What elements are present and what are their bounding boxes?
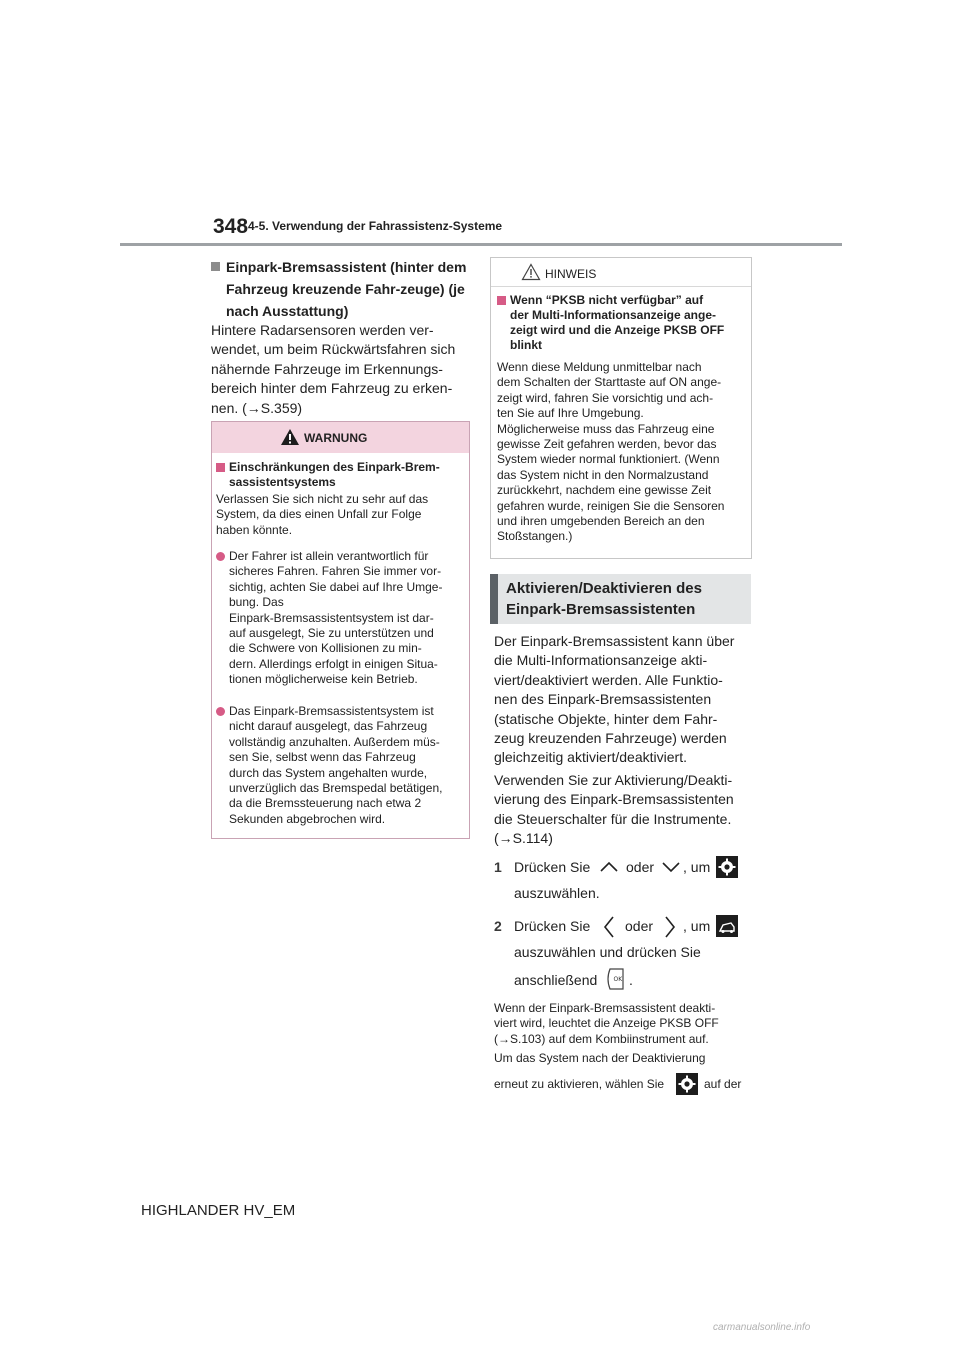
text-line: Stoßstangen.) <box>497 529 573 544</box>
text-line: haben könnte. <box>216 522 293 537</box>
notice-label: HINWEIS <box>545 267 597 281</box>
text-line: Wenn “PKSB nicht verfügbar” auf <box>510 293 704 307</box>
notice-heading <box>497 293 747 353</box>
warning-bullet-1 <box>216 549 466 688</box>
text-line: auf ausgelegt, Sie zu unterstützen und <box>229 626 434 641</box>
text-line: (→S.114) <box>494 830 553 847</box>
step-text: anschließend <box>514 972 598 988</box>
warning-header <box>212 422 469 453</box>
settings-gear-icon <box>716 856 738 878</box>
text-line: die Steuerschalter für die Instrumente. <box>494 810 732 827</box>
text-line: Der Fahrer ist allein verantwortlich für <box>229 549 429 563</box>
warning-bullet-2 <box>216 704 466 827</box>
reactivation-note-line-2 <box>494 1075 752 1101</box>
header-divider <box>120 243 842 246</box>
text-line: viert/deaktiviert werden. Alle Funktio- <box>494 671 723 688</box>
text-line: System, da dies einen Unfall zur Folge <box>216 507 422 522</box>
text-line: Das Einpark-Bremsassistentsystem ist <box>229 704 434 718</box>
notice-box <box>490 257 752 559</box>
step-number: 2 <box>494 918 502 934</box>
warning-triangle-icon <box>280 428 300 446</box>
step-2 <box>494 917 754 991</box>
text-line: Sekunden abgebrochen wird. <box>229 811 386 826</box>
square-bullet-icon <box>211 262 220 271</box>
reactivation-note <box>494 1051 752 1066</box>
step-text: auszuwählen und drücken Sie <box>514 944 701 960</box>
svg-text:OK: OK <box>613 976 623 983</box>
deactivation-note <box>494 1001 752 1047</box>
text-line: Einschränkungen des Einpark-Brem- <box>229 460 440 474</box>
text-line: sen Sie, selbst wenn das Fahrzeug <box>229 750 416 765</box>
text-line: sichtig, achten Sie dabei auf Ihre Umge- <box>229 579 443 594</box>
text-line: (statische Objekte, hinter dem Fahr- <box>494 710 718 727</box>
text-line: System wieder normal funktioniert. (Wenn <box>497 452 720 467</box>
chevron-left-icon <box>603 916 614 938</box>
text-line: Der Einpark-Bremsassistent kann über <box>494 633 735 649</box>
subheading <box>211 256 473 319</box>
text-line: nen. (→S.359) <box>211 399 303 416</box>
text-line: da die Bremssteuerung nach etwa 2 <box>229 796 422 811</box>
text-line: ten Sie auf Ihre Umgebung. <box>497 406 644 421</box>
chevron-right-icon <box>665 916 676 938</box>
step-text: oder <box>626 859 655 875</box>
text-line: Verwenden Sie zur Aktivierung/Deakti- <box>494 772 733 788</box>
text-line: gefahren wurde, reinigen Sie die Sensoren <box>497 498 725 513</box>
pink-square-bullet-icon <box>497 296 506 305</box>
notice-paragraph <box>497 360 749 545</box>
section-title: 4-5. Verwendung der Fahrassistenz-Systeme <box>248 219 503 233</box>
pksb-vehicle-icon <box>716 915 738 937</box>
page-number: 348 <box>213 215 249 238</box>
text-line: bung. Das <box>229 595 284 610</box>
warning-paragraph <box>216 492 466 538</box>
pink-dot-bullet-icon <box>216 552 225 561</box>
text-line: Um das System nach der Deaktivierung <box>494 1051 706 1065</box>
text-line: zeigt wird, fahren Sie vorsichtig und ach- <box>497 390 714 405</box>
section-heading-box <box>490 574 751 624</box>
text-line: dern. Allerdings erfolgt in einigen Situa- <box>229 656 438 671</box>
text-line: viert wird, leuchtet die Anzeige PKSB OFF <box>494 1016 719 1031</box>
text-line: wendet, um beim Rückwärtsfahren sich <box>211 341 456 358</box>
text-line: nen des Einpark-Bremsassistenten <box>494 691 712 708</box>
step-text: Drücken Sie <box>514 859 591 875</box>
text-line: auf der <box>704 1077 742 1091</box>
text-line: sassistentsystems <box>229 475 336 489</box>
text-line: bereich hinter dem Fahrzeug zu erken- <box>211 380 453 397</box>
text-line: gleichzeitig aktiviert/deaktiviert. <box>494 749 687 766</box>
text-line: das System nicht in den Normalzustand <box>497 467 709 482</box>
text-line: tionen möglicherweise kein Betrieb. <box>229 672 418 687</box>
text-line: blinkt <box>510 338 542 352</box>
text-line: vollständig anzuhalten. Außerdem müs- <box>229 734 440 749</box>
text-line: nicht darauf ausgelegt, das Fahrzeug <box>229 719 428 734</box>
activation-paragraph <box>494 632 752 768</box>
step-number: 1 <box>494 859 502 875</box>
notice-divider <box>491 286 751 287</box>
chevron-down-icon <box>662 862 680 873</box>
text-line: gewisse Zeit gefahren werden, bevor das <box>497 437 717 452</box>
step-text: , um <box>683 859 711 875</box>
text-line: sicheres Fahren. Fahren Sie immer vor- <box>229 564 442 579</box>
section-heading: Aktivieren/Deaktivieren des Einpark-Bremsassistenten <box>506 580 702 618</box>
text-line: Einpark-Bremsassistentsystem ist dar- <box>229 610 434 625</box>
text-line: zurückkehrt, nachdem eine gewisse Zeit <box>497 483 712 498</box>
warning-label: WARNUNG <box>304 431 368 445</box>
text-line: unverzüglich das Bremspedal betätigen, <box>229 781 443 796</box>
text-line: Möglicherweise muss das Fahrzeug eine <box>497 421 715 436</box>
watermark: carmanualsonline.info <box>713 1322 811 1333</box>
switch-paragraph <box>494 771 752 849</box>
text-line: durch das System angehalten wurde, <box>229 765 428 780</box>
pink-square-bullet-icon <box>216 463 225 472</box>
subheading-text: Einpark-Bremsassistent (hinter dem Fahrzeug kreuzende Fahr-zeuge) (je nach Ausstattung) <box>226 259 467 319</box>
text-line: der Multi-Informationsanzeige ange- <box>510 308 717 322</box>
step-text: . <box>629 972 633 988</box>
text-line: vierung des Einpark-Bremsassistenten <box>494 791 734 808</box>
text-line: die Schwere von Kollisionen zu min- <box>229 641 422 656</box>
text-line: Hintere Radarsensoren werden ver- <box>211 322 434 338</box>
step-text: Drücken Sie <box>514 918 591 934</box>
text-line: und ihren umgebenden Bereich an den <box>497 514 705 529</box>
text-line: nähernde Fahrzeuge im Erkennungs- <box>211 360 443 377</box>
text-line: (→S.103) auf dem Kombiinstrument auf. <box>494 1031 709 1046</box>
step-text: , um <box>683 918 711 934</box>
text-line: Verlassen Sie sich nicht zu sehr auf das <box>216 492 429 506</box>
ok-button-icon <box>604 967 626 991</box>
step-1 <box>494 858 754 908</box>
pink-dot-bullet-icon <box>216 707 225 716</box>
footer-model: HIGHLANDER HV_EM <box>141 1202 296 1219</box>
warning-heading <box>216 460 466 490</box>
text-line: die Multi-Informationsanzeige akti- <box>494 652 708 669</box>
notice-header <box>491 258 751 285</box>
caution-triangle-icon <box>521 263 541 281</box>
warning-box <box>211 421 470 839</box>
text-line: Wenn der Einpark-Bremsassistent deakti- <box>494 1001 716 1015</box>
text-line: zeigt wird und die Anzeige PKSB OFF <box>510 323 725 337</box>
text-line: dem Schalten der Starttaste auf ON ange- <box>497 375 722 390</box>
text-line: zeug kreuzenden Fahrzeuge) werden <box>494 730 727 747</box>
chevron-up-icon <box>600 861 618 872</box>
step-text: oder <box>625 918 654 934</box>
text-line: Wenn diese Meldung unmittelbar nach <box>497 360 702 374</box>
text-line: erneut zu aktivieren, wählen Sie <box>494 1077 665 1091</box>
step-text: auszuwählen. <box>514 885 600 901</box>
intro-paragraph <box>211 321 473 418</box>
settings-gear-icon <box>676 1073 698 1095</box>
section-heading-bar <box>490 574 498 624</box>
